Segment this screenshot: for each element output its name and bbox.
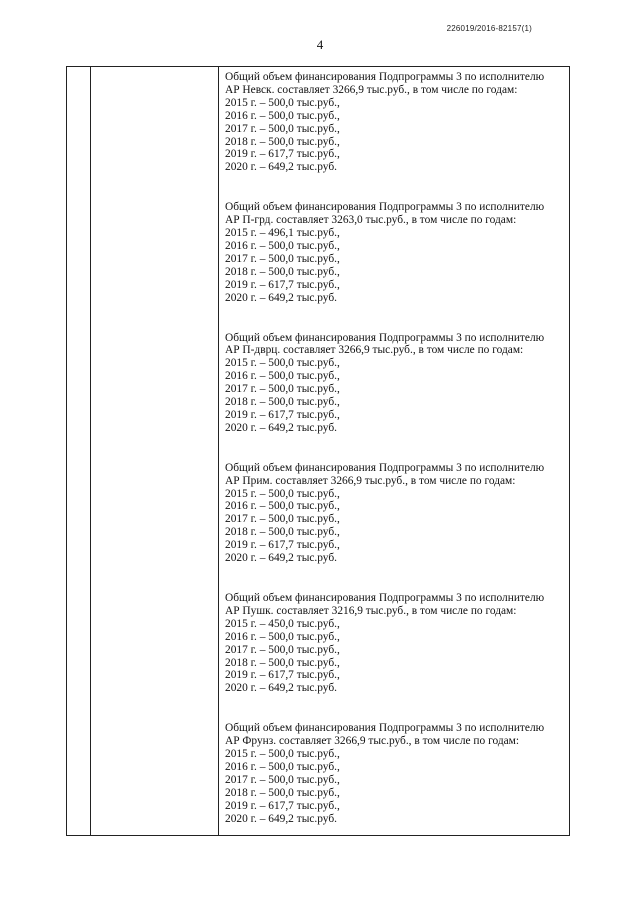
year-line: 2019 г. – 617,7 тыс.руб., xyxy=(225,539,340,552)
year-line: 2019 г. – 617,7 тыс.руб., xyxy=(225,669,340,682)
year-line: 2017 г. – 500,0 тыс.руб., xyxy=(225,383,340,396)
page-number: 4 xyxy=(316,37,324,52)
financing-block-frunz xyxy=(225,722,569,825)
block-intro-line: Общий объем финансирования Подпрограммы 3 по исполнителю xyxy=(225,71,545,83)
block-intro-line: Общий объем финансирования Подпрограммы 3 по исполнителю xyxy=(225,201,545,214)
year-line: 2020 г. – 649,2 тыс.руб. xyxy=(225,682,337,695)
year-line: 2015 г. – 500,0 тыс.руб., xyxy=(225,357,340,370)
financing-table xyxy=(66,66,570,836)
financing-block-pdvrc xyxy=(225,332,569,435)
block-executor-line: АР П-дврц. составляет 3266,9 тыс.руб., в том числе по годам: xyxy=(225,344,524,357)
block-executor-line: АР П-грд. составляет 3263,0 тыс.руб., в том числе по годам: xyxy=(225,214,517,227)
year-line: 2017 г. – 500,0 тыс.руб., xyxy=(225,513,340,526)
year-line: 2015 г. – 450,0 тыс.руб., xyxy=(225,617,340,630)
block-executor-line: АР Прим. составляет 3266,9 тыс.руб., в том числе по годам: xyxy=(225,474,516,487)
year-line: 2015 г. – 500,0 тыс.руб., xyxy=(225,96,340,109)
year-line: 2015 г. – 496,1 тыс.руб., xyxy=(225,227,340,240)
block-intro-line: Общий объем финансирования Подпрограммы 3 по исполнителю xyxy=(225,722,545,735)
financing-block-pgrd xyxy=(225,201,569,304)
year-line: 2016 г. – 500,0 тыс.руб., xyxy=(225,239,340,252)
block-intro-line: Общий объем финансирования Подпрограммы 3 по исполнителю xyxy=(225,461,545,474)
year-line: 2017 г. – 500,0 тыс.руб., xyxy=(225,252,340,265)
year-line: 2018 г. – 500,0 тыс.руб., xyxy=(225,135,340,148)
table-column-number xyxy=(67,67,91,835)
year-line: 2018 г. – 500,0 тыс.руб., xyxy=(225,265,340,278)
document-id: 226019/2016-82157(1) xyxy=(446,24,532,33)
year-line: 2019 г. – 617,7 тыс.руб., xyxy=(225,148,340,161)
year-line: 2018 г. – 500,0 тыс.руб., xyxy=(225,396,340,409)
year-line: 2020 г. – 649,2 тыс.руб. xyxy=(225,161,337,174)
year-line: 2020 г. – 649,2 тыс.руб. xyxy=(225,421,337,434)
year-line: 2019 г. – 617,7 тыс.руб., xyxy=(225,278,340,291)
block-executor-line: АР Фрунз. составляет 3266,9 тыс.руб., в том числе по годам: xyxy=(225,735,520,748)
financing-block-pushk xyxy=(225,592,569,695)
year-line: 2017 г. – 500,0 тыс.руб., xyxy=(225,773,340,786)
table-column-name xyxy=(91,67,219,835)
year-line: 2018 г. – 500,0 тыс.руб., xyxy=(225,656,340,669)
year-line: 2016 г. – 500,0 тыс.руб., xyxy=(225,630,340,643)
year-line: 2019 г. – 617,7 тыс.руб., xyxy=(225,408,340,421)
financing-block-prim xyxy=(225,462,569,565)
year-line: 2015 г. – 500,0 тыс.руб., xyxy=(225,748,340,761)
financing-block-nevsk xyxy=(225,71,569,174)
year-line: 2015 г. – 500,0 тыс.руб., xyxy=(225,487,340,500)
year-line: 2020 г. – 649,2 тыс.руб. xyxy=(225,812,337,825)
year-line: 2017 г. – 500,0 тыс.руб., xyxy=(225,643,340,656)
year-line: 2016 г. – 500,0 тыс.руб., xyxy=(225,500,340,513)
year-line: 2016 г. – 500,0 тыс.руб., xyxy=(225,109,340,122)
block-intro-line: Общий объем финансирования Подпрограммы 3 по исполнителю xyxy=(225,331,545,344)
year-line: 2017 г. – 500,0 тыс.руб., xyxy=(225,122,340,135)
year-line: 2018 г. – 500,0 тыс.руб., xyxy=(225,786,340,799)
year-line: 2016 г. – 500,0 тыс.руб., xyxy=(225,370,340,383)
year-line: 2018 г. – 500,0 тыс.руб., xyxy=(225,526,340,539)
year-line: 2020 г. – 649,2 тыс.руб. xyxy=(225,291,337,304)
year-line: 2016 г. – 500,0 тыс.руб., xyxy=(225,760,340,773)
block-executor-line: АР Невск. составляет 3266,9 тыс.руб., в том числе по годам: xyxy=(225,83,518,96)
block-intro-line: Общий объем финансирования Подпрограммы 3 по исполнителю xyxy=(225,592,545,604)
table-column-content xyxy=(219,67,569,835)
year-line: 2020 г. – 649,2 тыс.руб. xyxy=(225,552,337,565)
year-line: 2019 г. – 617,7 тыс.руб., xyxy=(225,799,340,812)
block-executor-line: АР Пушк. составляет 3216,9 тыс.руб., в том числе по годам: xyxy=(225,604,517,617)
